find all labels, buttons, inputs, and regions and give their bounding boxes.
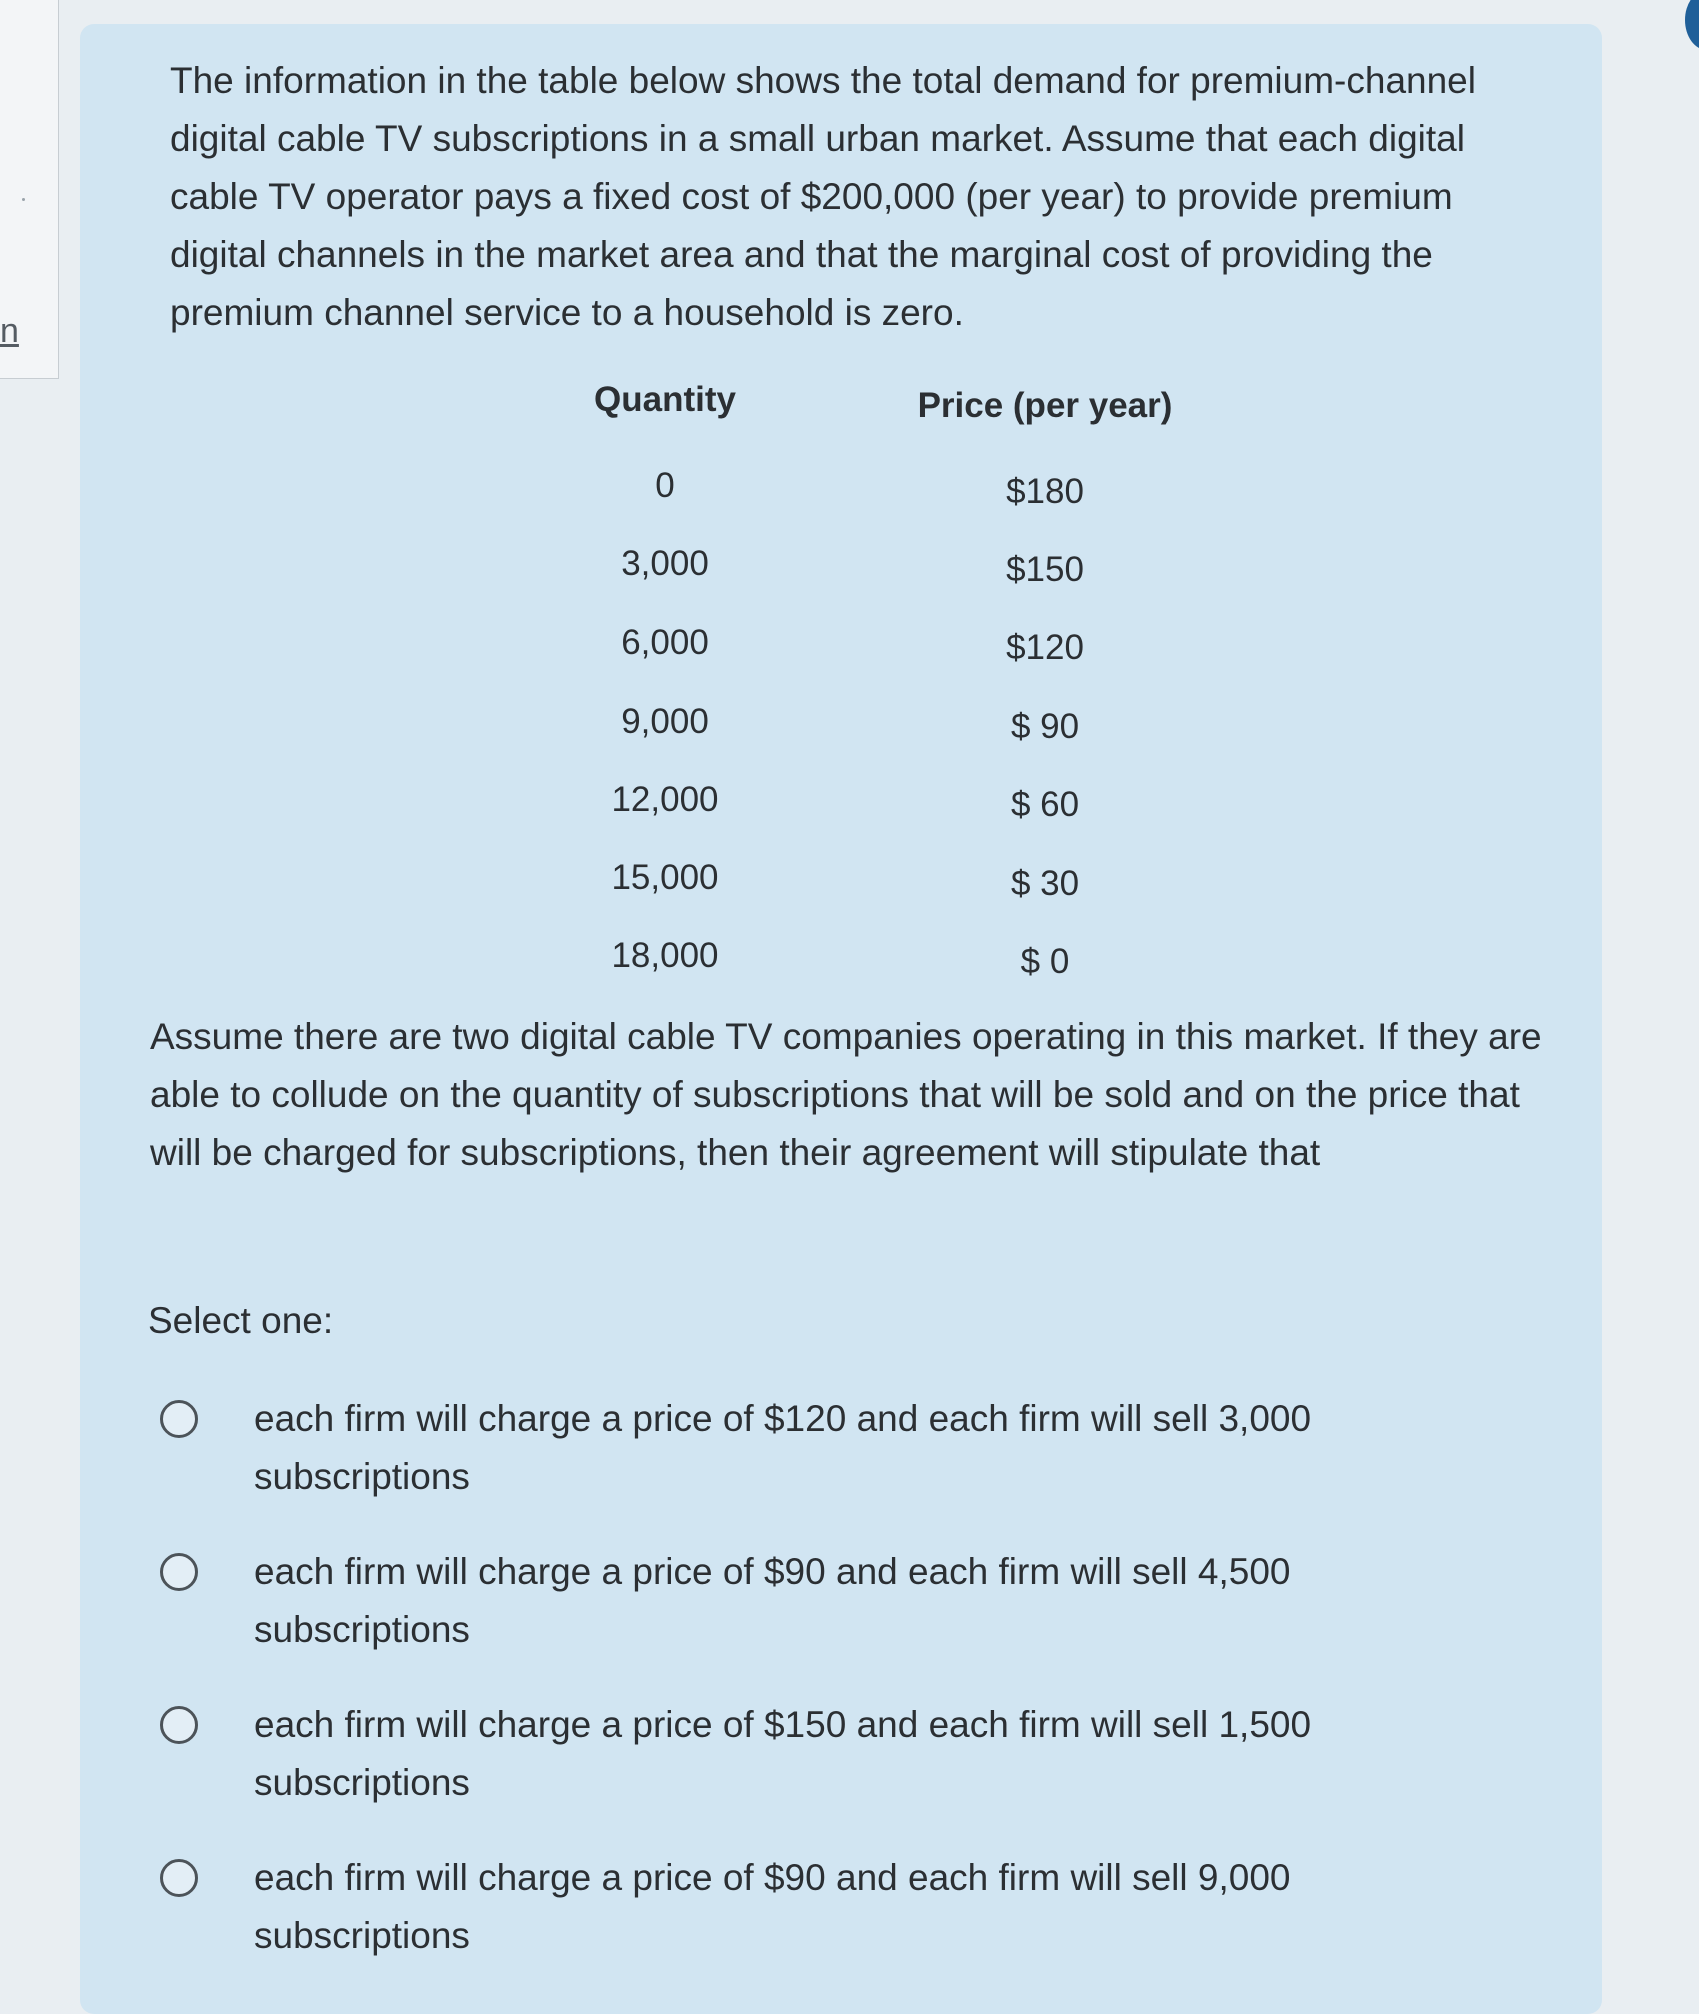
table-cell-quantity: 0: [655, 466, 675, 505]
table-cell-quantity: 12,000: [611, 780, 719, 819]
table-cell-price: $180: [1006, 472, 1084, 511]
table-cell-price: $ 90: [1010, 707, 1080, 746]
table-cell-quantity: 9,000: [621, 702, 709, 741]
answer-option-text[interactable]: each firm will charge a price of $90 and each firm will sell 9,000 subscriptions: [254, 1857, 1291, 1956]
table-cell-quantity: 3,000: [621, 544, 709, 583]
right-edge-button[interactable]: [1685, 0, 1699, 50]
answer-option-text[interactable]: each firm will charge a price of $90 and each firm will sell 4,500 subscriptions: [254, 1551, 1291, 1650]
table-cell-price: $ 30: [1010, 864, 1080, 903]
table-cell-quantity: 15,000: [611, 858, 719, 897]
answer-option[interactable]: [160, 1390, 1460, 1506]
answer-option[interactable]: [160, 1696, 1460, 1812]
answer-option-text[interactable]: each firm will charge a price of $150 and each firm will sell 1,500 subscriptions: [254, 1704, 1312, 1803]
select-one-label: Select one:: [148, 1300, 334, 1341]
nav-link-fragment[interactable]: n: [0, 312, 19, 350]
radio-button[interactable]: [160, 1400, 198, 1438]
nav-dot: [22, 198, 25, 201]
table-cell-price: $ 0: [1020, 942, 1070, 981]
question-prompt: Assume there are two digital cable TV companies operating in this market. If they are able to collude on the quantity of subscriptions that will be sold and on the price that will be charged for subscriptions, then their agreement will stipulate that: [150, 1016, 1542, 1173]
table-header-quantity: Quantity: [594, 380, 736, 419]
radio-button[interactable]: [160, 1706, 198, 1744]
radio-button[interactable]: [160, 1859, 198, 1897]
table-cell-quantity: 6,000: [621, 623, 709, 662]
table-cell-quantity: 18,000: [611, 936, 719, 975]
answer-option[interactable]: [160, 1849, 1460, 1965]
table-cell-price: $120: [1006, 628, 1084, 667]
table-header-price: Price (per year): [917, 386, 1173, 425]
table-cell-price: $150: [1006, 550, 1084, 589]
question-intro: The information in the table below shows the total demand for premium-channel digital cable TV subscriptions in a small urban market. Assume that each digital cable TV operator pays a fixed cost of $200,000 (per year) to provide premium digital channels in the market area and that the marginal cost of providing the premium channel service to a household is zero.: [170, 60, 1476, 333]
radio-button[interactable]: [160, 1553, 198, 1591]
answer-option[interactable]: [160, 1543, 1460, 1659]
left-nav-panel: [0, 0, 59, 379]
table-cell-price: $ 60: [1010, 785, 1080, 824]
answer-option-text[interactable]: each firm will charge a price of $120 and each firm will sell 3,000 subscriptions: [254, 1398, 1312, 1497]
